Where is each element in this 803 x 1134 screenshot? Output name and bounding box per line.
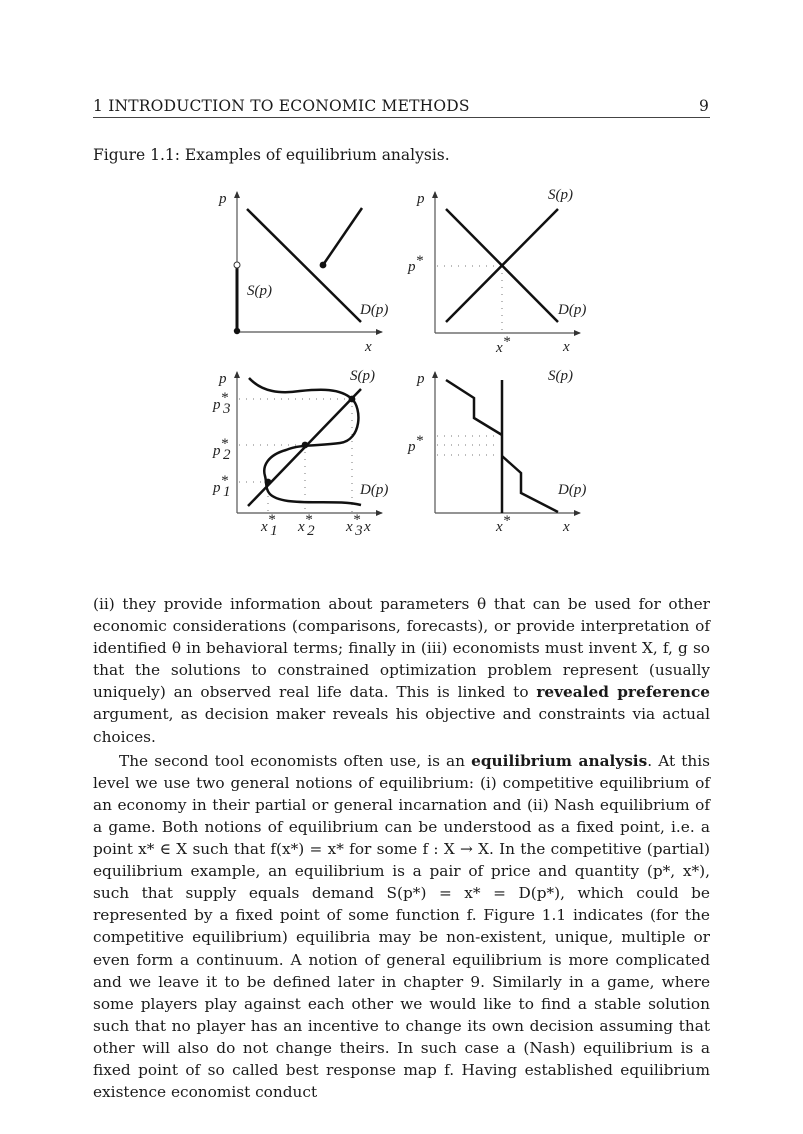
term-equilibrium-analysis: equilibrium analysis — [471, 751, 648, 770]
panel-multiple — [212, 368, 388, 539]
supply-label: S(p) — [548, 187, 573, 203]
y-axis-label: p — [219, 191, 227, 207]
x-axis-label: x — [563, 519, 570, 535]
tick-p3-star: p* 3 — [213, 390, 231, 417]
guide-lines — [437, 436, 500, 455]
text-run: argument, as decision maker reveals his objective and constraints via actual choices. — [93, 705, 710, 746]
paragraph-revealed-preference — [93, 593, 710, 748]
text-run: The second tool economists often use, is an — [119, 751, 472, 770]
x-axis-label: x — [563, 339, 570, 355]
figure-caption: Figure 1.1: Examples of equilibrium analysis. — [93, 146, 450, 164]
demand-line — [247, 209, 361, 322]
tick-x-star: x* — [496, 513, 511, 535]
demand-label: D(p) — [360, 302, 389, 318]
demand-label: D(p) — [360, 482, 389, 498]
supply-upper-segment — [323, 208, 362, 265]
demand-lower-step — [502, 456, 558, 512]
closed-point — [320, 262, 327, 269]
tick-x3-star: x* 3 — [346, 512, 363, 539]
demand-upper-step — [446, 380, 502, 435]
x-axis-label: x — [365, 339, 372, 355]
equilibrium-point-1 — [265, 479, 272, 486]
tick-x2-star: x* 2 — [298, 512, 315, 539]
demand-label: D(p) — [558, 302, 587, 318]
panel-continuum — [407, 368, 586, 535]
x-axis-label: x — [364, 519, 371, 535]
closed-point — [234, 328, 240, 334]
page-number: 9 — [698, 97, 709, 115]
tick-p1-star: p* 1 — [213, 473, 231, 500]
text-run: . At this level we use two general notions of equilibrium: (i) competitive equilibrium of an economy in their partial or general incarnation and (ii) Nash equilibrium of a game. Both notions of equilibrium can be understood as a fixed point, i.e. a point x* ∈ X such that f(x*) = x* for some f : X → X. In the competitive (partial) equilibrium example, an equilibrium is a pair of price and quantity (p*, x*), such that supply equals demand S(p*) = x* = D(p*), which could be represented by a fixed point of some function f. Figure 1.1 indicates (for the competitive equilibrium) equilibria may be non-existent, unique, multiple or even form a continuum. A notion of general equilibrium is more complicated and we leave it to be defined later in chapter 9. Similarly in a game, where some players play against each other we would like to find a stable solution such that no player has an incentive to change its own decision assuming that other will also do not change theirs. In such case a (Nash) equilibrium is a fixed point of so called best response map f. Having established equilibrium existence economist conduct — [93, 751, 710, 1102]
paragraph-equilibrium-analysis — [93, 750, 710, 1104]
supply-label: S(p) — [350, 368, 375, 384]
y-axis-label: p — [417, 371, 425, 387]
figure-1-1 — [0, 0, 803, 560]
tick-x1-star: x* 1 — [261, 512, 278, 539]
supply-label: S(p) — [247, 283, 272, 299]
y-axis-label: p — [219, 371, 227, 387]
chapter-title: 1 INTRODUCTION TO ECONOMIC METHODS — [93, 97, 470, 115]
equilibrium-point-3 — [349, 396, 356, 403]
tick-x-star: x* — [496, 334, 511, 356]
tick-p-star: p* — [408, 253, 423, 275]
term-revealed-preference: revealed preference — [536, 683, 710, 702]
body-text — [93, 593, 710, 1103]
demand-label: D(p) — [558, 482, 587, 498]
open-point — [234, 262, 240, 268]
supply-label: S(p) — [548, 368, 573, 384]
tick-p-star: p* — [408, 433, 423, 455]
y-axis-label: p — [417, 191, 425, 207]
panel-unique — [407, 187, 586, 356]
tick-p2-star: p* 2 — [213, 436, 231, 463]
demand-curve — [249, 378, 361, 505]
equilibrium-point-2 — [302, 442, 309, 449]
text-run: (ii) they provide information about parameters θ that can be used for other economic considerations (comparisons, forecasts), or provide interpretation of identified θ in behavioral terms; finally in (iii) economists must invent X, f, g so that the solutions to constrained optimization problem represent (usually uniquely) an observed real life data. This is linked to — [93, 595, 710, 702]
panel-non-existent — [218, 191, 388, 355]
